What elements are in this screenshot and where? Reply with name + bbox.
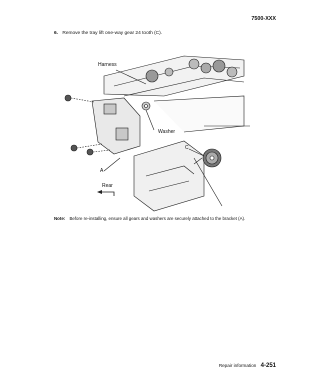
footer (219, 363, 276, 369)
footer-page-number: 4-251 (260, 363, 276, 369)
step-number: 6. (54, 31, 59, 36)
callout-c: C (185, 145, 189, 151)
callout-washer: Washer (158, 129, 176, 135)
assembly-illustration (54, 46, 250, 214)
figure (54, 46, 250, 214)
callout-rear: Rear (102, 183, 113, 189)
note-label: Note: (54, 216, 66, 221)
callout-harness: Harness (98, 62, 117, 68)
callout-a: A (100, 168, 104, 174)
note-text: Before re-installing, ensure all gears and washers are securely attached to the bracket (A). (69, 216, 246, 221)
footer-section: Repair information (218, 363, 257, 368)
step-text: Remove the tray lift one-way gear 24 tooth (C). (62, 31, 163, 36)
note (54, 216, 245, 221)
header-code: 7500-XXX (251, 16, 276, 22)
step-instruction (54, 31, 162, 36)
